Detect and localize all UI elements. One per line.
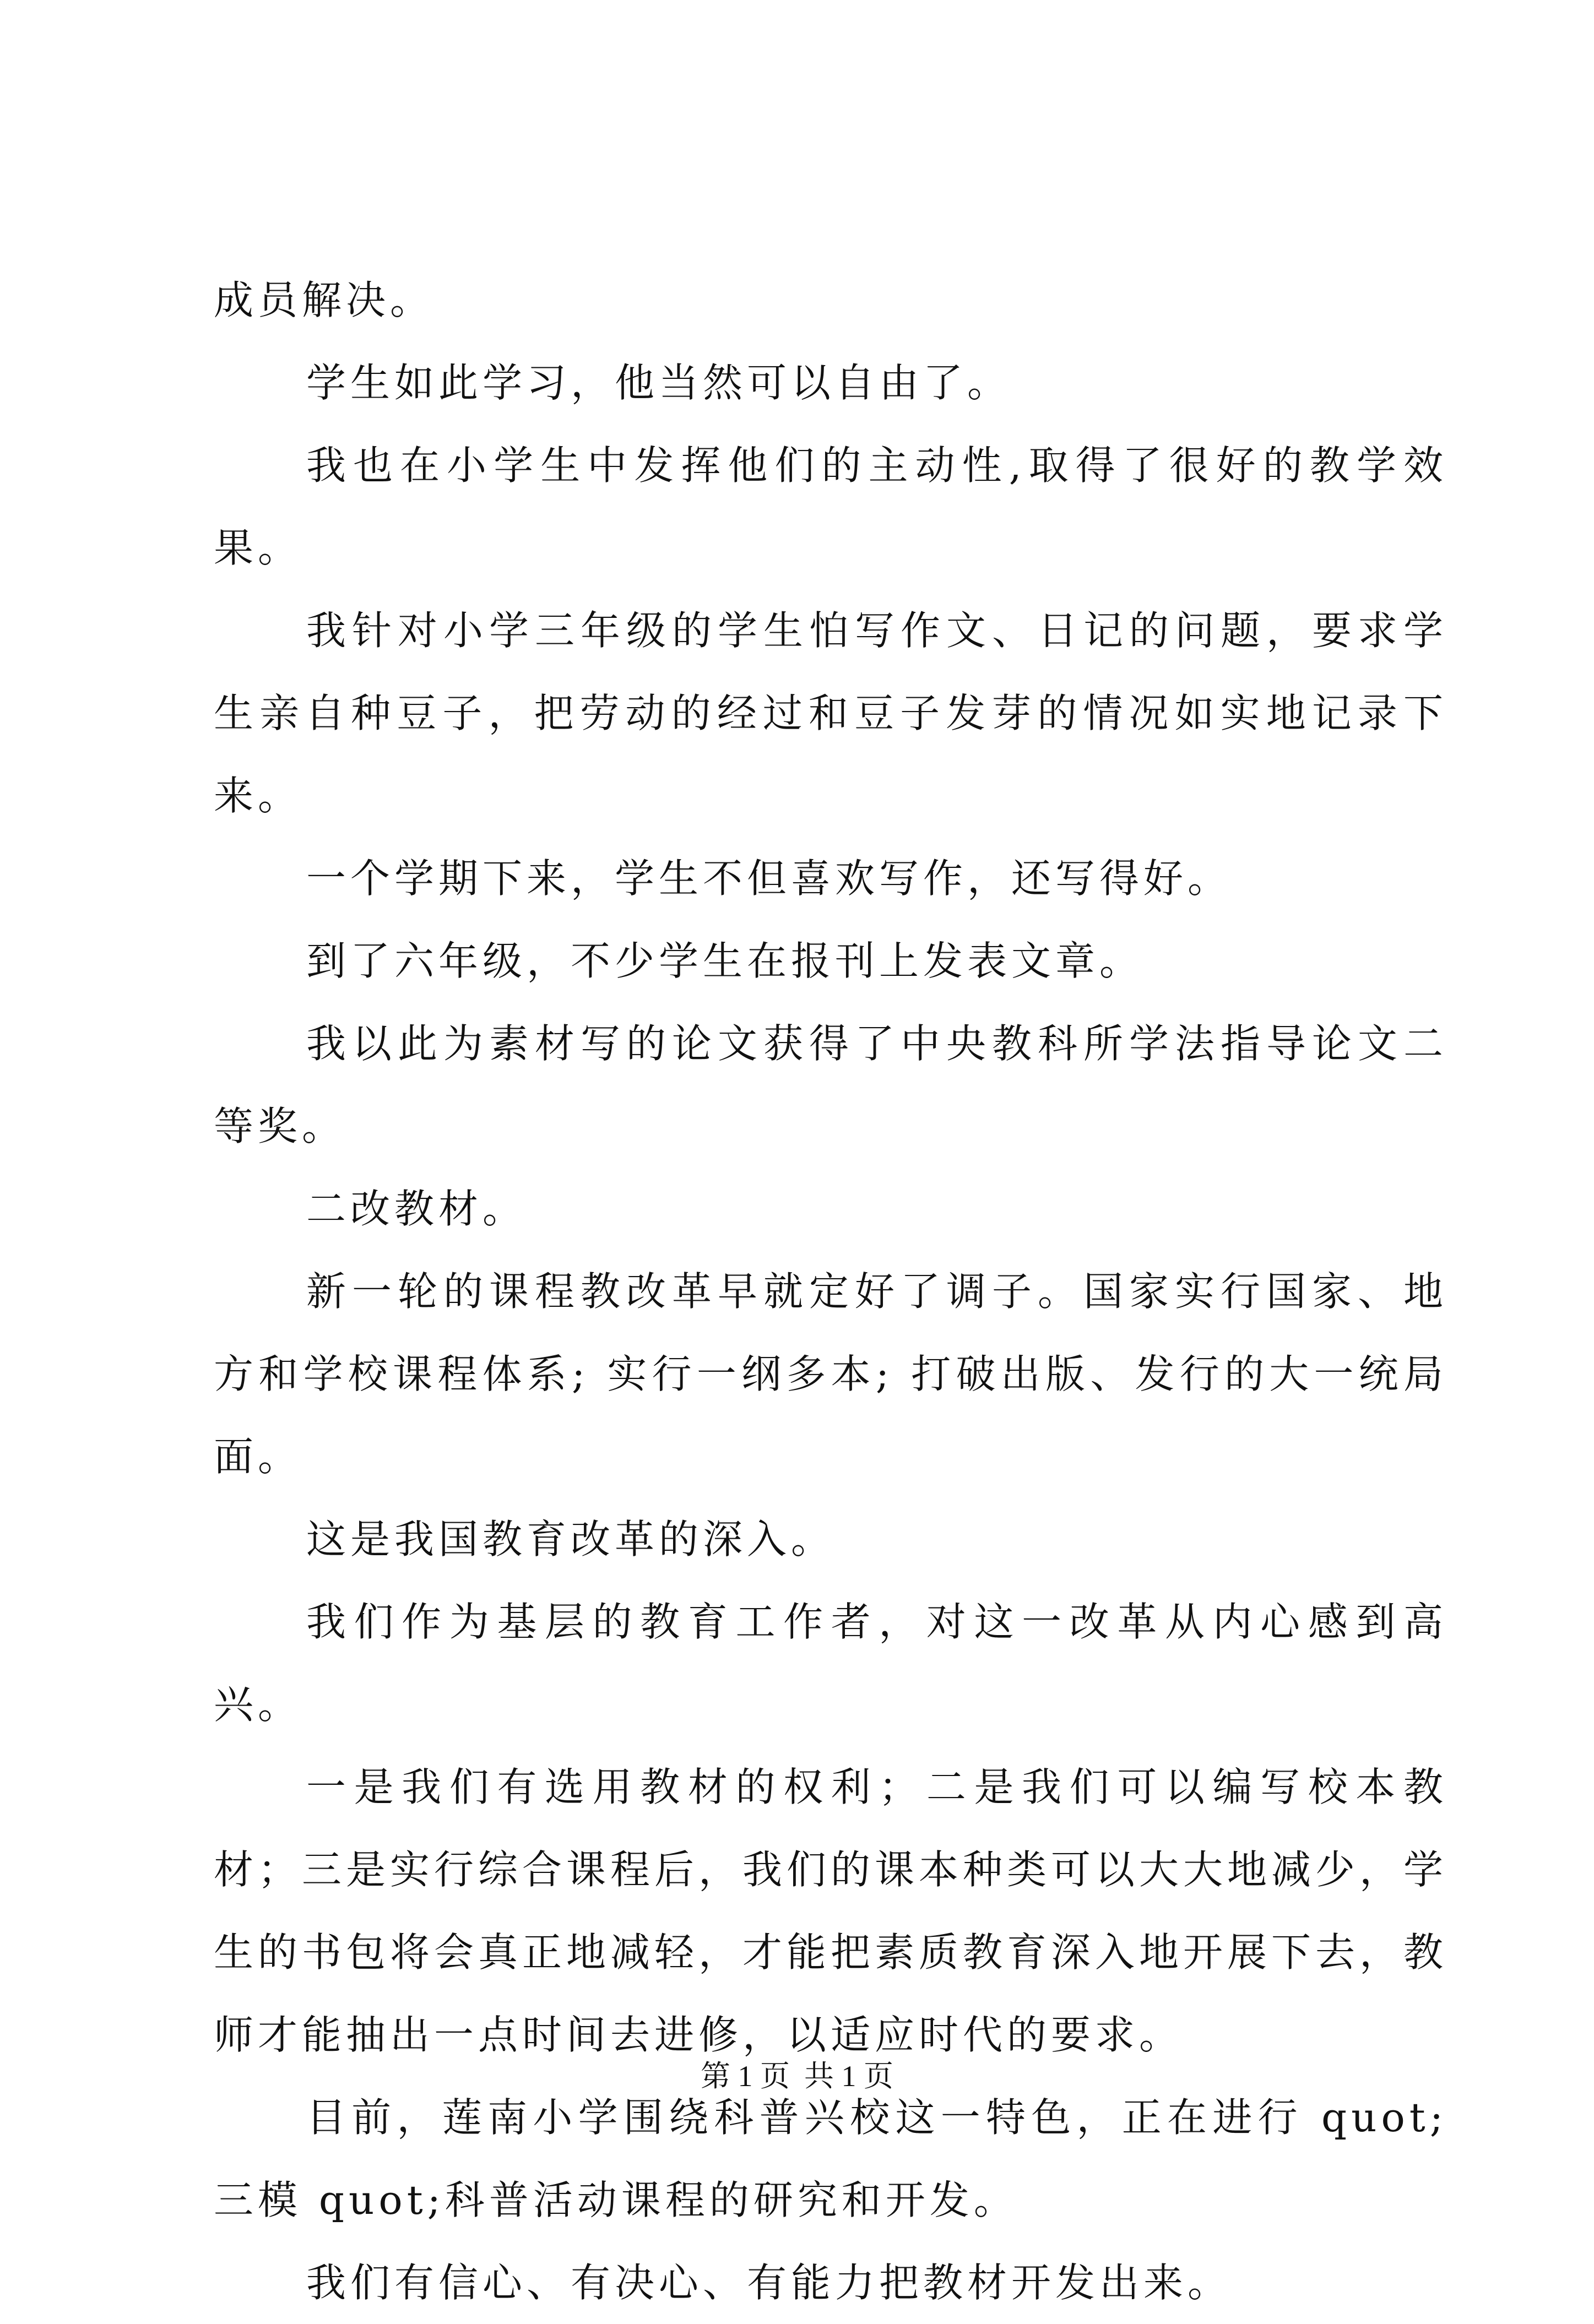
paragraph: 我以此为素材写的论文获得了中央教科所学法指导论文二等奖。 — [214, 1020, 1447, 1149]
paragraph: 这是我国教育改革的深入。 — [306, 1516, 836, 1562]
paragraph: 成员解决。 — [214, 277, 435, 323]
paragraph: 一是我们有选用教材的权利；二是我们可以编写校本教材；三是实行综合课程后，我们的课本种类可以大大地减少，学生的书包将会真正地减轻，才能把素质教育深入地开展下去，教师才能抽出一点时间去进修，以适应时代的要求。 — [214, 1764, 1448, 2058]
paragraph: 我针对小学三年级的学生怕写作文、日记的问题，要求学生亲自种豆子，把劳动的经过和豆子发芽的情况如实地记录下来。 — [214, 607, 1447, 819]
page-number: 第 1 页 — [701, 2060, 790, 2093]
paragraph: 我也在小学生中发挥他们的主动性,取得了很好的教学效果。 — [214, 442, 1447, 571]
page-footer — [0, 2057, 1594, 2095]
paragraph: 学生如此学习，他当然可以自由了。 — [306, 360, 1012, 406]
paragraph: 我们有信心、有决心、有能力把教材开发出来。 — [306, 2260, 1232, 2306]
document-body — [214, 259, 1447, 2324]
paragraph: 到了六年级，不少学生在报刊上发表文章。 — [306, 938, 1144, 984]
page-total: 共 1 页 — [804, 2060, 893, 2093]
paragraph: 我们作为基层的教育工作者，对这一改革从内心感到高兴。 — [214, 1599, 1447, 1728]
paragraph: 一个学期下来，学生不但喜欢写作，还写得好。 — [306, 855, 1232, 902]
paragraph: 二改教材。 — [306, 1186, 527, 1232]
paragraph: 目前，莲南小学围绕科普兴校这一特色，正在进行 quot;三模 quot;科普活动课程的研究和开发。 — [214, 2094, 1447, 2223]
paragraph: 新一轮的课程教改革早就定好了调子。国家实行国家、地方和学校课程体系; 实行一纲多本; 打破出版、发行的大一统局面。 — [214, 1268, 1447, 1480]
